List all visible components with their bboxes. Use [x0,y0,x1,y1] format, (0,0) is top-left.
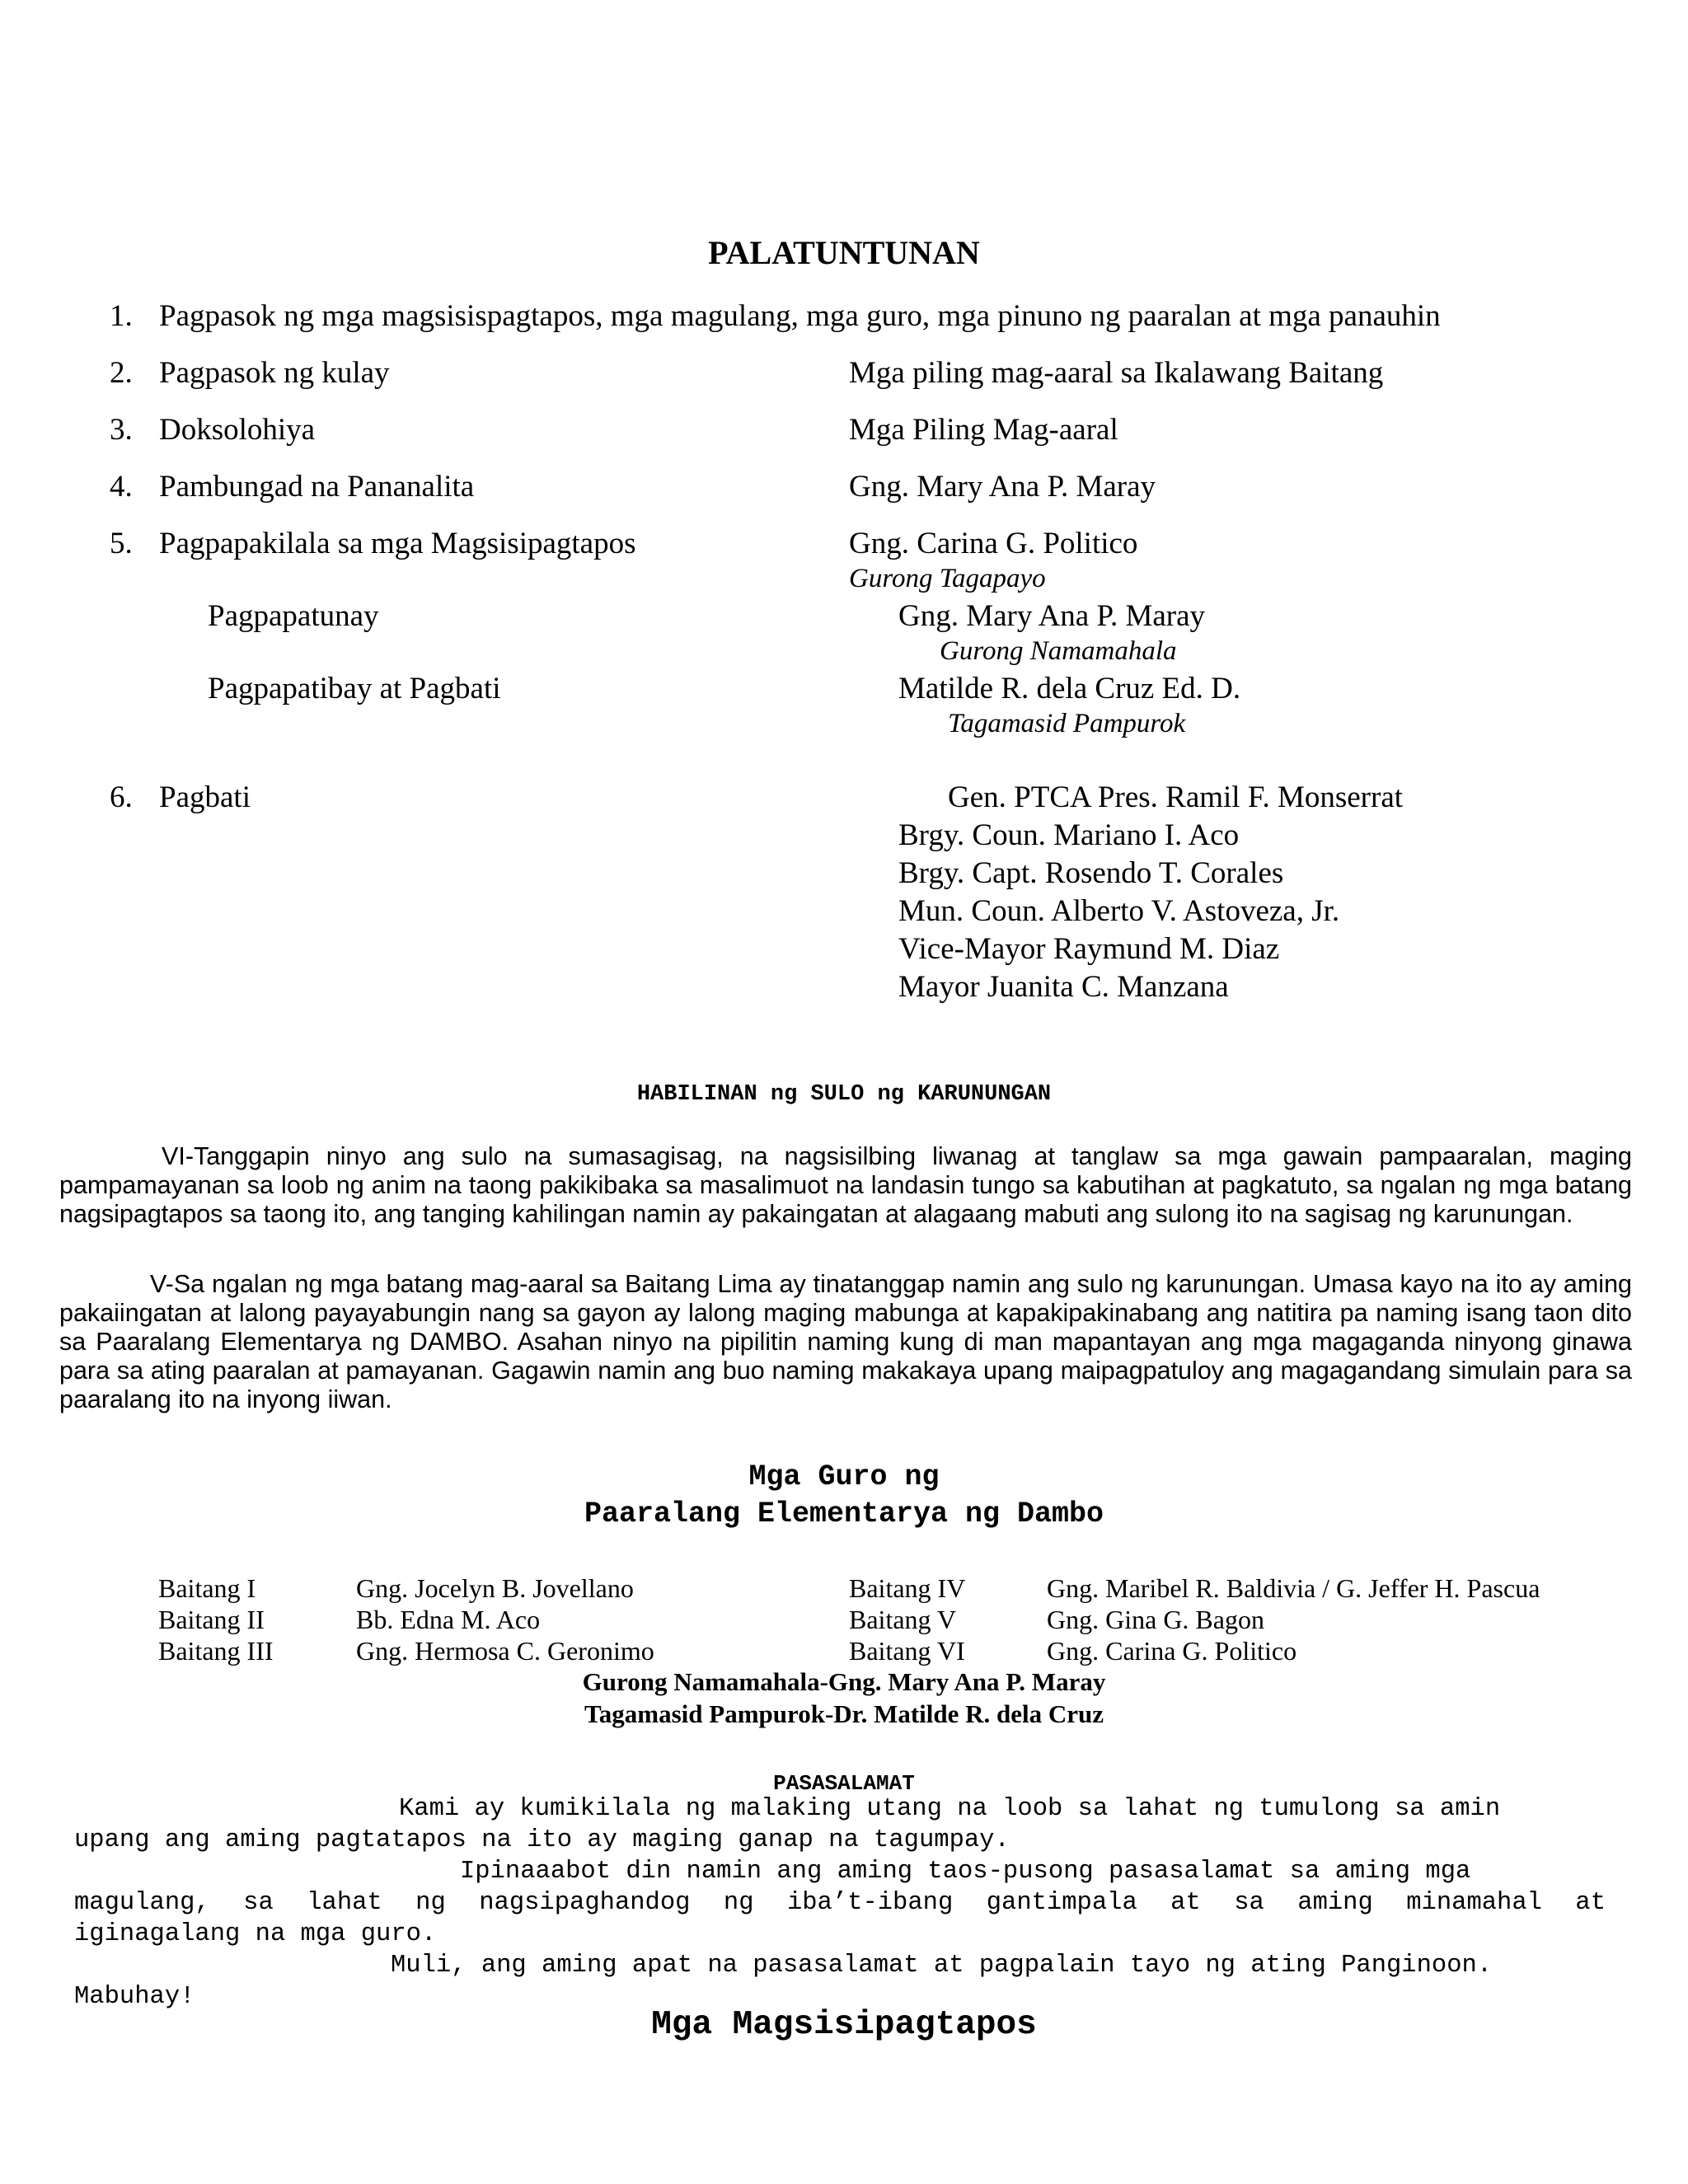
item-label: Pagpapakilala sa mga Magsisipagtapos [159,527,636,560]
greeting-person: Gen. PTCA Pres. Ramil F. Monserrat [948,780,1404,814]
habilinan-paragraph-2 [59,1270,1632,1414]
greeting-person: Mun. Coun. Alberto V. Astoveza, Jr. [898,894,1340,928]
sub-person-role: Tagamasid Pampurok [948,709,1186,738]
teacher-name: Gng. Gina G. Bagon [1047,1605,1264,1634]
closing-signature: Mga Magsisipagtapos [651,2006,1037,2044]
sub-person-role: Gurong Namamahala [940,636,1177,666]
item-1-text: Pagpasok ng mga magsisispagtapos, mga magulang, mga guro, mga pinuno ng paaralan at mga panauhin [159,299,1441,333]
habilinan-paragraph-2-text: V-Sa ngalan ng mga batang mag-aaral sa Baitang Lima ay tinatanggap namin ang sulo ng karunungan. Umasa kayo na ito ay aming pakaiingatan at lalong payayabungin nang sa gayon ay lalong maging mabunga at kapakipakinabang ang natitira pa naming isang taon dito sa Paaralang Elementarya ng DAMBO. Asahan ninyo na pipilitin naming kung di man mapantayan ang mga magaganda ninyong ginawa para sa ating paaralan at pamayanan. Gagawin namin ang buo naming makakaya upang maipagpatuloy ang magagandang simulain para sa paaralang ito na inyong iiwan. [59,1270,1632,1413]
item-number: 2. [110,356,133,390]
sub-label: Pagpapatibay at Pagbati [208,672,501,705]
item-label: Pambungad na Pananalita [159,470,475,504]
greeting-person: Mayor Juanita C. Manzana [898,970,1229,1004]
habilinan-paragraph-1 [59,1142,1632,1229]
item-label: Doksolohiya [159,413,316,447]
grade-label: Baitang VI [849,1636,965,1666]
item-person: Gng. Mary Ana P. Maray [849,470,1156,504]
item-number: 4. [110,470,133,504]
teacher-name: Bb. Edna M. Aco [356,1605,541,1634]
greeting-person: Brgy. Capt. Rosendo T. Corales [898,856,1284,890]
program-title: PALATUNTUNAN [708,234,980,271]
item-person: Gng. Carina G. Politico [849,527,1138,560]
teacher-name: Gng. Hermosa C. Geronimo [356,1636,654,1666]
thanks-line: Ipinaaabot din namin ang aming taos-pusong pasasalamat sa aming mga [460,1858,1471,1886]
grade-label: Baitang III [158,1636,274,1666]
item-number: 5. [110,527,133,560]
sub-person: Gng. Mary Ana P. Maray [898,599,1206,633]
item-1-number: 1. [110,299,133,333]
item-label: Pagbati [159,780,251,814]
item-number: 3. [110,413,133,447]
habilinan-paragraph-1-text: VI-Tanggapin ninyo ang sulo na sumasagisag, na nagsisilbing liwanag at tanglaw sa mga gawain pampaaralan, maging pampamayanan sa loob ng anim na taong pakikibaka sa masalimuot na landasin tungo sa kabutihan at pagkatuto, sa ngalan ng mga batang nagsipagtapos sa taong ito, ang tanging kahilingan namin ay pakaingatan at alagaang mabuti ang sulong ito na sagisag ng karunungan. [59,1142,1632,1228]
thanks-line: iginagalang na mga guro. [74,1920,437,1948]
teachers-title-line-2: Paaralang Elementarya ng Dambo [584,1497,1104,1530]
grade-label: Baitang I [158,1573,256,1603]
sub-person: Matilde R. dela Cruz Ed. D. [898,672,1241,705]
head-teacher: Gurong Namamahala-Gng. Mary Ana P. Maray [582,1667,1106,1696]
teacher-name: Gng. Maribel R. Baldivia / G. Jeffer H. Pascua [1047,1573,1540,1603]
thanks-line: upang ang aming pagtatapos na ito ay maging ganap na tagumpay. [74,1826,1010,1854]
teacher-name: Gng. Carina G. Politico [1047,1636,1297,1666]
item-number: 6. [110,780,133,814]
grade-label: Baitang IV [849,1573,966,1603]
item-person: Mga Piling Mag-aaral [849,413,1118,447]
sub-label: Pagpapatunay [208,599,379,633]
habilinan-title: HABILINAN ng SULO ng KARUNUNGAN [636,1082,1052,1107]
district-supervisor: Tagamasid Pampurok-Dr. Matilde R. dela Cruz [584,1699,1104,1728]
thanks-line: Muli, ang aming apat na pasasalamat at pagpalain tayo ng ating Panginoon. [391,1952,1493,1980]
item-label: Pagpasok ng kulay [159,356,390,390]
grade-label: Baitang V [849,1605,957,1634]
greeting-person: Brgy. Coun. Mariano I. Aco [898,818,1240,852]
greeting-person: Vice-Mayor Raymund M. Diaz [898,932,1280,966]
grade-label: Baitang II [158,1605,265,1634]
thanks-line: magulang, sa lahat ng nagsipaghandog ng iba’t-ibang gantimpala at sa aming minamahal at [74,1889,1606,1917]
teachers-title-line-1: Mga Guro ng [748,1460,940,1493]
item-person: Mga piling mag-aaral sa Ikalawang Baitang [849,356,1384,390]
teacher-name: Gng. Jocelyn B. Jovellano [356,1573,634,1603]
pasasalamat-title: PASASALAMAT [773,1771,915,1796]
item-person-role: Gurong Tagapayo [849,564,1046,593]
thanks-line: Mabuhay! [74,1983,195,2011]
thanks-line: Kami ay kumikilala ng malaking utang na loob sa lahat ng tumulong sa amin [399,1795,1501,1823]
